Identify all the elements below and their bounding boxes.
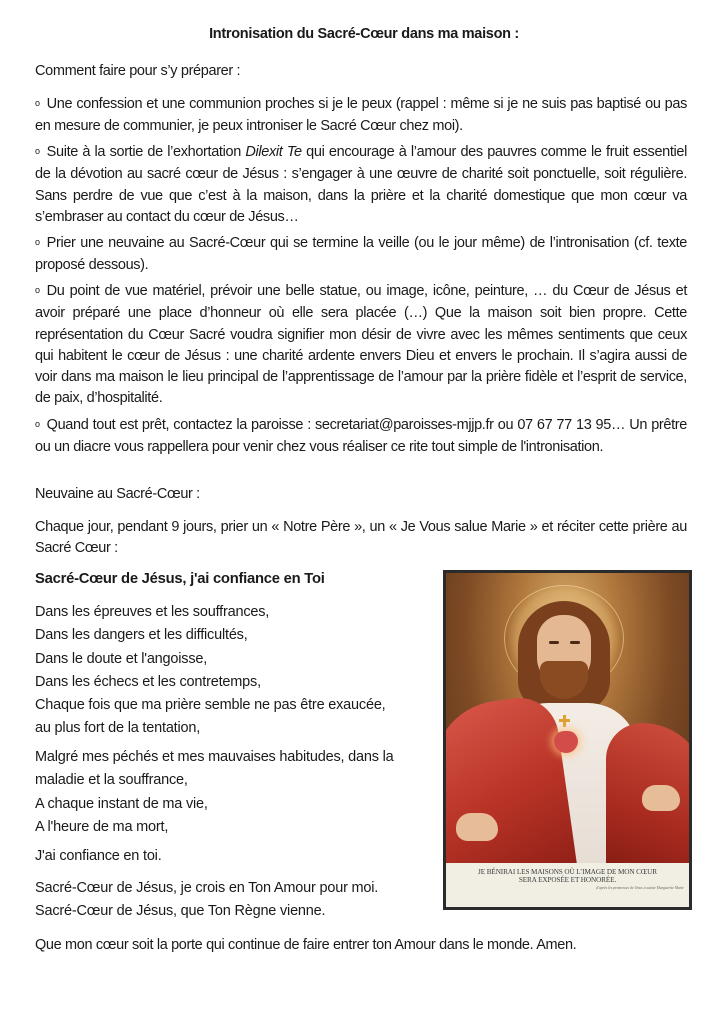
prayer-line: Dans les épreuves et les souffrances, bbox=[35, 604, 270, 620]
prayer-line: Dans le doute et l'angoisse, bbox=[35, 650, 208, 667]
image-caption bbox=[446, 863, 689, 910]
bullet-icon: o bbox=[35, 419, 40, 429]
prayer-line: Malgré mes péchés et mes mauvaises habitudes, dans la bbox=[35, 749, 394, 765]
prayer-line: J'ai confiance en toi. bbox=[35, 848, 162, 864]
prayer-line: Sacré-Cœur de Jésus, je crois en Ton Amour pour moi. bbox=[35, 880, 379, 896]
bullet-item bbox=[35, 233, 687, 277]
bullet-item bbox=[35, 142, 687, 228]
bullet-icon: o bbox=[35, 285, 40, 295]
bullet-text: Une confession et une communion proches si je le peux (rappel : même si je ne suis pas baptisé ou pas en mesure de communier, je peux introniser le Sacré Cœur chez moi). bbox=[35, 96, 687, 135]
prayer-line: A chaque instant de ma vie, bbox=[35, 795, 208, 812]
neuvaine-instructions: Chaque jour, pendant 9 jours, prier un « Notre Père », un « Je Vous salue Marie » et réciter cette prière au Sacré Cœur : bbox=[35, 519, 687, 557]
document-title: Intronisation du Sacré-Cœur dans ma maison : bbox=[209, 26, 519, 42]
prayer-line: au plus fort de la tentation, bbox=[35, 720, 201, 737]
prayer-line: Dans les échecs et les contretemps, bbox=[35, 673, 261, 690]
bullet-text: Suite à la sortie de l’exhortation bbox=[46, 144, 246, 160]
bullet-text: qui encourage à l’amour des pauvres comme le fruit essentiel de la dévotion au sacré cœur de Jésus : s’engager à une œuvre de charité soit ponctuelle, soit régulière. Sans perdre de vue que c’est à la maison, dans la prière et la charité domestique que mon cœur va s’embraser au contact du cœur de Jésus… bbox=[35, 144, 688, 225]
prayer-line: Dans les dangers et les difficultés, bbox=[35, 627, 248, 644]
hand-shape bbox=[456, 813, 498, 841]
bullet-item bbox=[35, 94, 687, 138]
prayer-stanza-2 bbox=[35, 746, 435, 839]
prayer-closing: Que mon cœur soit la porte qui continue de faire entrer ton Amour dans le monde. Amen. bbox=[35, 937, 577, 953]
sacred-heart-image bbox=[443, 570, 692, 910]
neuvaine-heading: Neuvaine au Sacré-Cœur : bbox=[35, 486, 200, 502]
bullet-item bbox=[35, 415, 687, 459]
cross-icon bbox=[559, 719, 570, 722]
sacred-heart-painting bbox=[446, 573, 689, 863]
prayer-line: Chaque fois que ma prière semble ne pas être exaucée, bbox=[35, 697, 386, 714]
bullet-text: Du point de vue matériel, prévoir une belle statue, ou image, icône, peinture, … du Cœur de Jésus et avoir préparé une place d’honneur où elle sera placée (…) Que la maison soit bien propre. Cette représentation du Cœur Sacré voudra signifier mon désir de vivre avec les mêmes sentiments que ceux qui habitent le cœur de Jésus : une charité ardente envers Dieu et envers le prochain. Il s’agira aussi de voir dans ma maison le lieu principal de l’apprentissage de l’amour par la prière fidèle et l’esprit de service, de paix, d’hospitalité. bbox=[35, 283, 687, 407]
caption-line: SERA EXPOSÉE ET HONORÉE. bbox=[518, 876, 617, 884]
hand-shape bbox=[642, 785, 680, 811]
prayer-stanza-3 bbox=[35, 845, 435, 868]
prayer-line: maladie et la souffrance, bbox=[35, 772, 188, 789]
bullet-icon: o bbox=[35, 146, 40, 156]
caption-attribution: d'après les promesses de Jésus à sainte Marguerite Marie bbox=[596, 886, 684, 890]
eye-shape bbox=[570, 641, 580, 644]
bullet-icon: o bbox=[35, 98, 40, 108]
prayer-stanza-1 bbox=[35, 601, 435, 741]
bullet-item bbox=[35, 281, 687, 410]
bullet-text: Prier une neuvaine au Sacré-Cœur qui se termine la veille (ou le jour même) de l’intronisation (cf. texte proposé dessous). bbox=[35, 235, 687, 274]
caption-line: JE BÉNIRAI LES MAISONS OÙ L’IMAGE DE MON CŒUR bbox=[478, 868, 657, 876]
prayer-title: Sacré-Cœur de Jésus, j'ai confiance en Toi bbox=[35, 571, 325, 587]
prayer-line: A l'heure de ma mort, bbox=[35, 818, 169, 835]
bullet-text: Quand tout est prêt, contactez la paroisse : secretariat@paroisses-mjjp.fr ou 07 67 77 13 95… Un prêtre ou un diacre vous rappellera pour venir chez vous réaliser ce rite tout simple de l'intronisation. bbox=[35, 417, 687, 456]
prayer-stanza-4 bbox=[35, 877, 435, 924]
bullet-text-italic: Dilexit Te bbox=[245, 144, 302, 160]
bullet-icon: o bbox=[35, 237, 40, 247]
eye-shape bbox=[549, 641, 559, 644]
prayer-line: Sacré-Cœur de Jésus, que Ton Règne vienne. bbox=[35, 903, 326, 920]
intro-text: Comment faire pour s’y préparer : bbox=[35, 63, 241, 79]
